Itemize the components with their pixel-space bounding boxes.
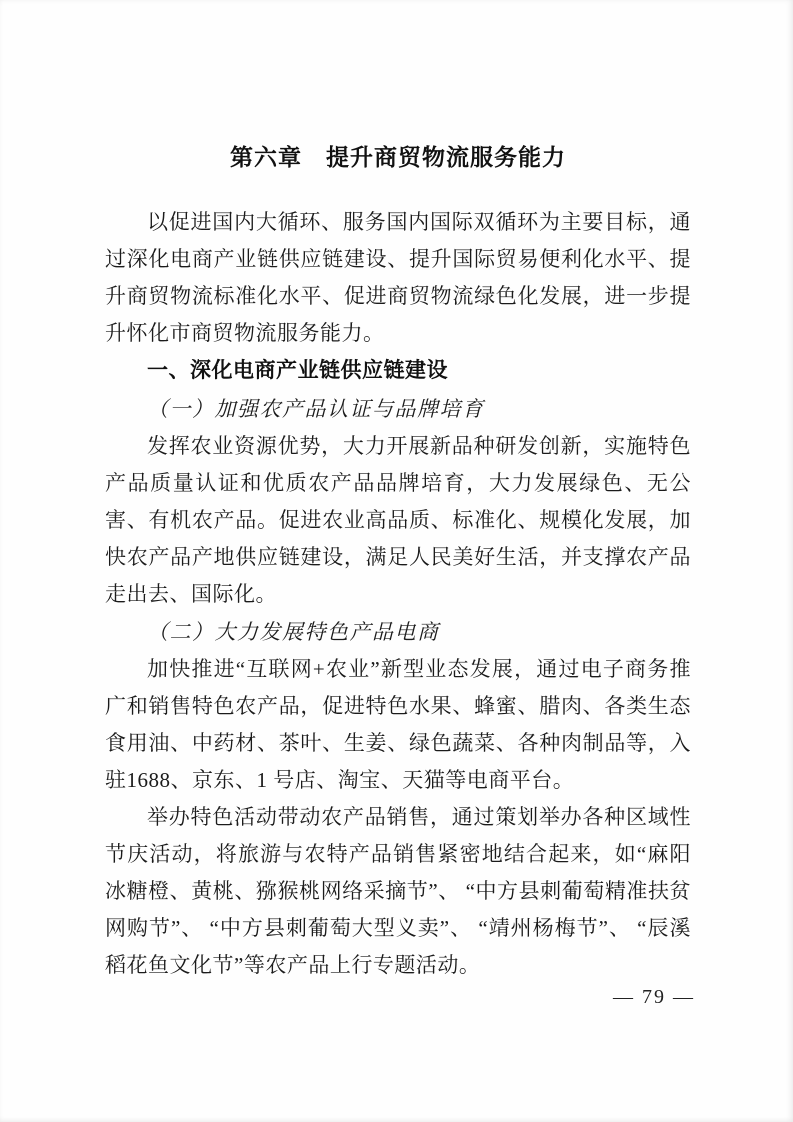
subsection-2-paragraph-2: 举办特色活动带动农产品销售，通过策划举办各种区域性节庆活动，将旅游与农特产品销售紧密地结合起来，如“麻阳冰糖橙、黄桃、猕猴桃网络采摘节”、 “中方县刺葡萄精准扶贫网购节”、 “中方县刺葡萄大型义卖”、 “靖州杨梅节”、 “辰溪稻花鱼文化节”等农产品上行专题活动。	[105, 805, 691, 977]
chapter-title: 第六章 提升商贸物流服务能力	[230, 144, 566, 170]
page-number: — 79 —	[613, 986, 695, 1008]
subsection-1-paragraph: 发挥农业资源优势，大力开展新品种研发创新，实施特色产品质量认证和优质农产品品牌培育，大力发展绿色、无公害、有机农产品。促进农业高品质、标准化、规模化发展，加快农产品产地供应链建设，满足人民美好生活，并支撑农产品走出去、国际化。	[105, 434, 691, 606]
subsection-2-heading: （二）大力发展特色产品电商	[147, 620, 440, 644]
section-1-heading: 一、深化电商产业链供应链建设	[147, 359, 448, 382]
subsection-2-paragraph-1: 加快推进“互联网+农业”新型业态发展，通过电子商务推广和销售特色农产品，促进特色水果、蜂蜜、腊肉、各类生态食用油、中药材、茶叶、生姜、绿色蔬菜、各种肉制品等，入驻1688、京东、1 号店、淘宝、天猫等电商平台。	[105, 657, 691, 792]
text-column	[105, 144, 691, 984]
intro-paragraph: 以促进国内大循环、服务国内国际双循环为主要目标，通过深化电商产业链供应链建设、提升国际贸易便利化水平、提升商贸物流标准化水平、促进商贸物流绿色化发展，进一步提升怀化市商贸物流服务能力。	[105, 210, 691, 345]
subsection-1-heading: （一）加强农产品认证与品牌培育	[147, 397, 485, 421]
